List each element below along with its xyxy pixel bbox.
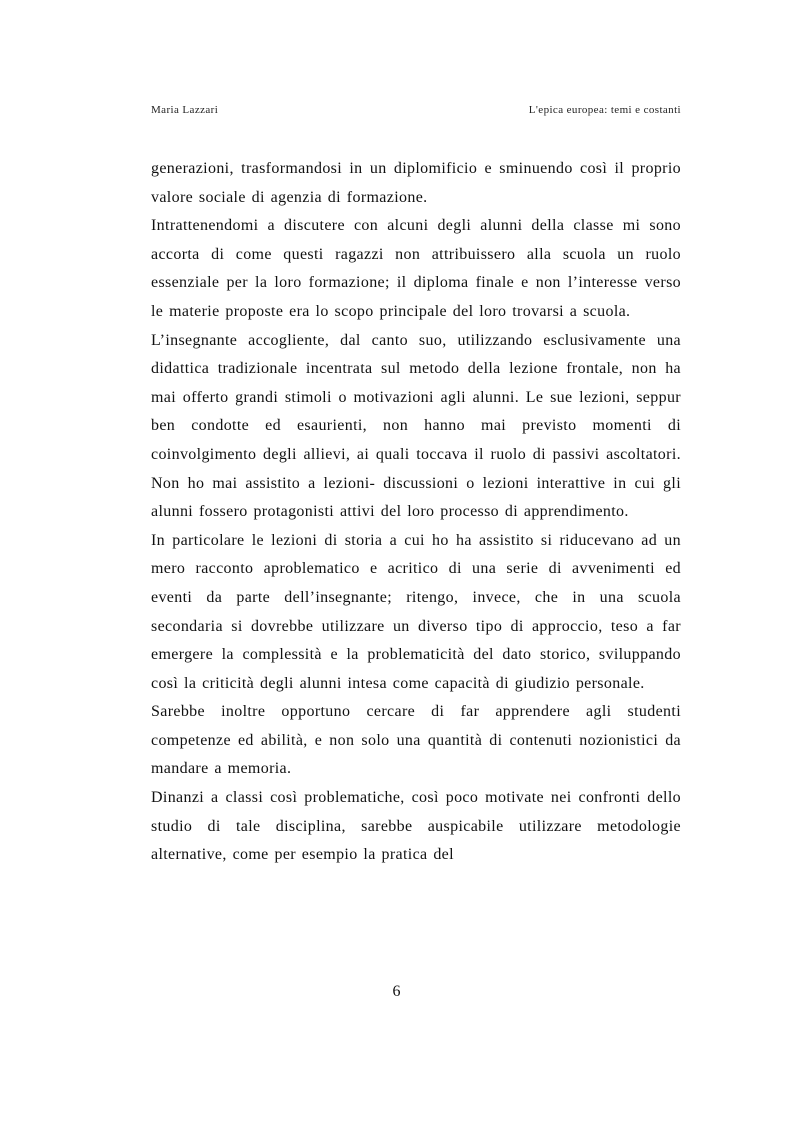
paragraph: In particolare le lezioni di storia a cui ho ha assistito si riducevano ad un mero racconto aproblematico e acritico di una serie di avvenimenti ed eventi da parte dell’insegnante; ritengo, invece, che in una scuola secondaria si dovrebbe utilizzare un diverso tipo di approccio, teso a far emergere la complessità e la problematicità del dato storico, sviluppando così la criticità degli alunni intesa come capacità di giudizio personale.: [151, 531, 681, 692]
body-text: [151, 155, 681, 870]
paragraph: Dinanzi a classi così problematiche, così poco motivate nei confronti dello studio di tale disciplina, sarebbe auspicabile utilizzare metodologie alternative, come per esempio la pratica del: [151, 789, 681, 864]
paragraph: Intrattenendomi a discutere con alcuni degli alunni della classe mi sono accorta di come questi ragazzi non attribuissero alla scuola un ruolo essenziale per la loro formazione; il diploma finale e non l’interesse verso le materie proposte era lo scopo principale del loro trovarsi a scuola.: [151, 217, 681, 320]
page-number: 6: [392, 983, 401, 1000]
paragraph: Sarebbe inoltre opportuno cercare di far apprendere agli studenti competenze ed abilità, e non solo una quantità di contenuti nozionistici da mandare a memoria.: [151, 703, 681, 778]
paragraph: L’insegnante accogliente, dal canto suo, utilizzando esclusivamente una didattica tradizionale incentrata sul metodo della lezione frontale, non ha mai offerto grandi stimoli o motivazioni agli alunni. Le sue lezioni, seppur ben condotte ed esaurienti, non hanno mai previsto momenti di coinvolgimento degli allievi, ai quali toccava il ruolo di passivi ascoltatori. Non ho mai assistito a lezioni- discussioni o lezioni interattive in cui gli alunni fossero protagonisti attivi del loro processo di apprendimento.: [151, 331, 681, 521]
header-title: L'epica europea: temi e costanti: [528, 104, 681, 116]
paragraph: generazioni, trasformandosi in un diplomificio e sminuendo così il proprio valore sociale di agenzia di formazione.: [151, 160, 681, 206]
header-author: Maria Lazzari: [151, 104, 219, 116]
running-header: [151, 104, 681, 120]
